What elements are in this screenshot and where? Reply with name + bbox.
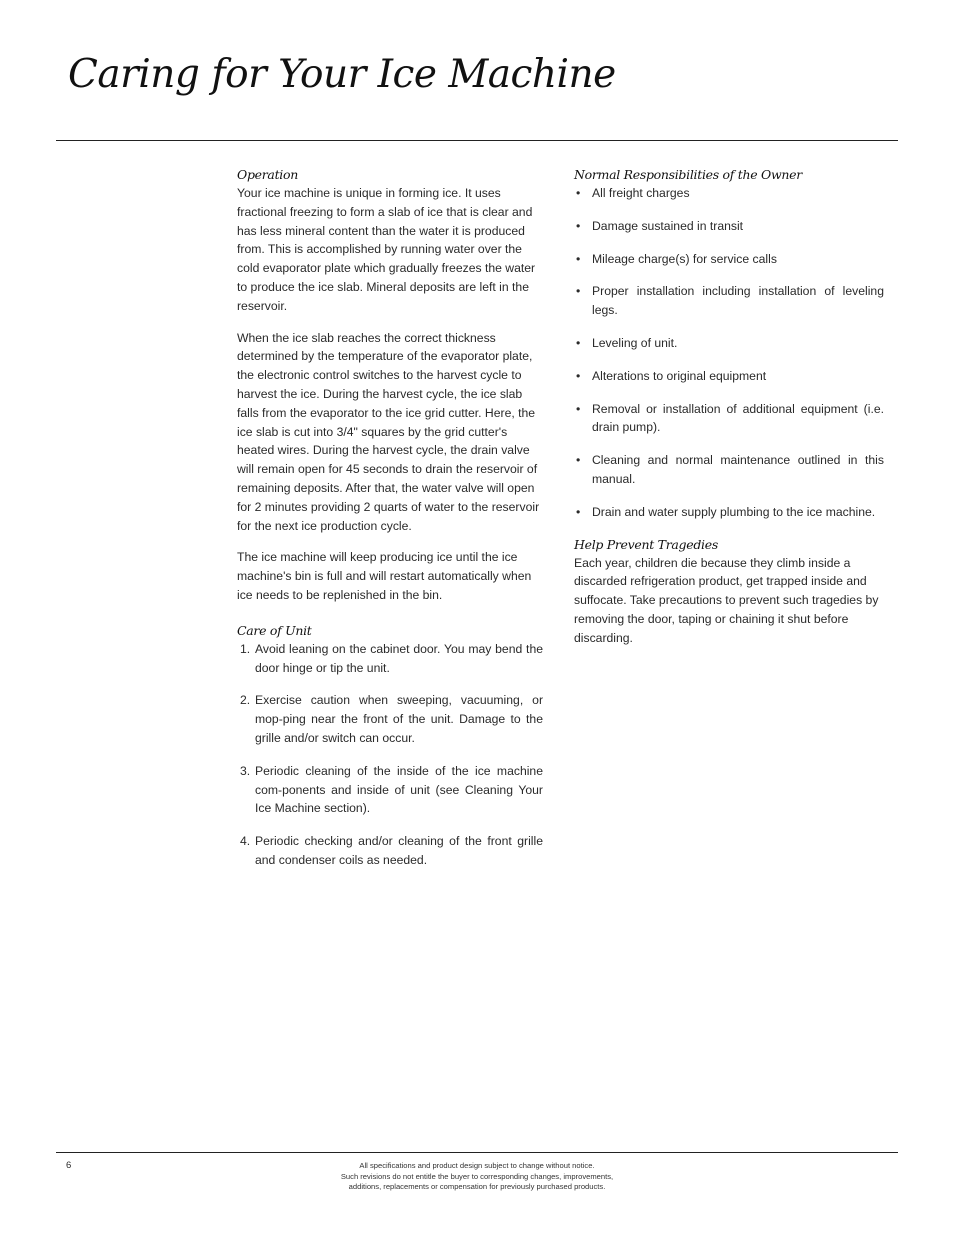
item-text: Periodic checking and/or cleaning of the front grille and condenser coils as needed. [255, 834, 543, 867]
item-text: Alterations to original equipment [592, 368, 767, 383]
item-text: Leveling of unit. [592, 335, 678, 350]
footer-line: All specifications and product design subject to change without notice. [359, 1161, 595, 1170]
footer-rule [56, 1152, 898, 1153]
page-title: Caring for Your Ice Machine [68, 52, 616, 97]
operation-heading: Operation [237, 167, 298, 182]
bullet-icon: • [576, 218, 581, 233]
list-item [574, 282, 884, 320]
list-item [574, 503, 884, 522]
list-item [574, 400, 884, 438]
item-text: Periodic cleaning of the inside of the ice machine com-ponents and inside of unit (see Cleaning Your Ice Machine section). [255, 763, 543, 816]
list-item [574, 184, 884, 203]
list-item [574, 451, 884, 489]
tragedies-paragraph: Each year, children die because they climb inside a discarded refrigeration product, get trapped inside and suffocate. Take precautions to prevent such tragedies by removing the door, taping or chaining it shut before discarding. [574, 555, 879, 645]
item-text: Cleaning and normal maintenance outlined in this manual. [592, 453, 884, 486]
bullet-icon: • [576, 335, 581, 350]
bullet-icon: • [576, 453, 581, 468]
bullet-icon: • [576, 251, 581, 266]
tragedies-heading: Help Prevent Tragedies [574, 536, 718, 552]
item-number: 1. [240, 641, 251, 656]
item-text: Removal or installation of additional equipment (i.e. drain pump). [592, 401, 884, 435]
item-text: Mileage charge(s) for service calls [592, 251, 777, 266]
operation-paragraph: When the ice slab reaches the correct thickness determined by the temperature of the evaporator plate, the electronic control switches to the harvest cycle to harvest the ice. During the harvest cycle, the ice slab falls from the evaporator to the ice grid cutter. Here, the ice slab is cut into 3/4" squares by the grid cutter's heated wires. During the harvest cycle, the drain valve will remain open for 45 seconds to drain the reservoir of remaining deposits. After that, the water valve will open for 2 minutes providing 2 quarts of water to the reservoir for the next ice production cycle. [237, 330, 540, 533]
item-number: 2. [240, 693, 251, 708]
left-column [237, 166, 543, 884]
item-text: Exercise caution when sweeping, vacuuming, or mop-ping near the front of the unit. Damage to the grille and/or switch can occur. [255, 693, 543, 745]
list-item [574, 250, 884, 269]
right-column [574, 166, 884, 661]
item-text: Avoid leaning on the cabinet door. You may bend the door hinge or tip the unit. [255, 641, 543, 675]
operation-paragraph: The ice machine will keep producing ice until the ice machine's bin is full and will restart automatically when ice needs to be replenished in the bin. [237, 550, 532, 602]
bullet-icon: • [576, 284, 581, 299]
footer-disclaimer [277, 1161, 677, 1193]
item-text: Damage sustained in transit [592, 218, 744, 233]
item-number: 4. [240, 834, 251, 849]
item-text: All freight charges [592, 186, 690, 200]
list-item [574, 334, 884, 353]
item-text: Proper installation including installation of leveling legs. [592, 284, 884, 318]
care-heading: Care of Unit [237, 622, 312, 638]
list-item [237, 640, 543, 678]
item-number: 3. [240, 763, 251, 778]
list-item [237, 691, 543, 747]
footer-line: Such revisions do not entitle the buyer to corresponding changes, improvements, [340, 1171, 614, 1181]
list-item [574, 217, 884, 236]
care-list [237, 640, 543, 870]
bullet-icon: • [576, 401, 581, 416]
list-item [237, 832, 543, 870]
responsibilities-heading: Normal Responsibilities of the Owner [574, 167, 802, 182]
list-item [237, 762, 543, 818]
bullet-icon: • [576, 186, 581, 200]
item-text: Drain and water supply plumbing to the ice machine. [592, 504, 876, 519]
bullet-icon: • [576, 368, 581, 383]
operation-paragraph: Your ice machine is unique in forming ice. It uses fractional freezing to form a slab of ice that is clear and has less mineral content than the water it is produced from. This is accomplished by running water over the cold evaporator plate which gradually freezes the water to produce the ice slab. Mineral deposits are left in the reservoir. [237, 186, 536, 313]
footer-line: additions, replacements or compensation for previously purchased products. [348, 1182, 606, 1191]
header-rule [56, 140, 898, 141]
list-item [574, 367, 884, 386]
bullet-icon: • [576, 504, 581, 519]
responsibilities-list [574, 184, 884, 522]
page-number: 6 [66, 1160, 72, 1171]
